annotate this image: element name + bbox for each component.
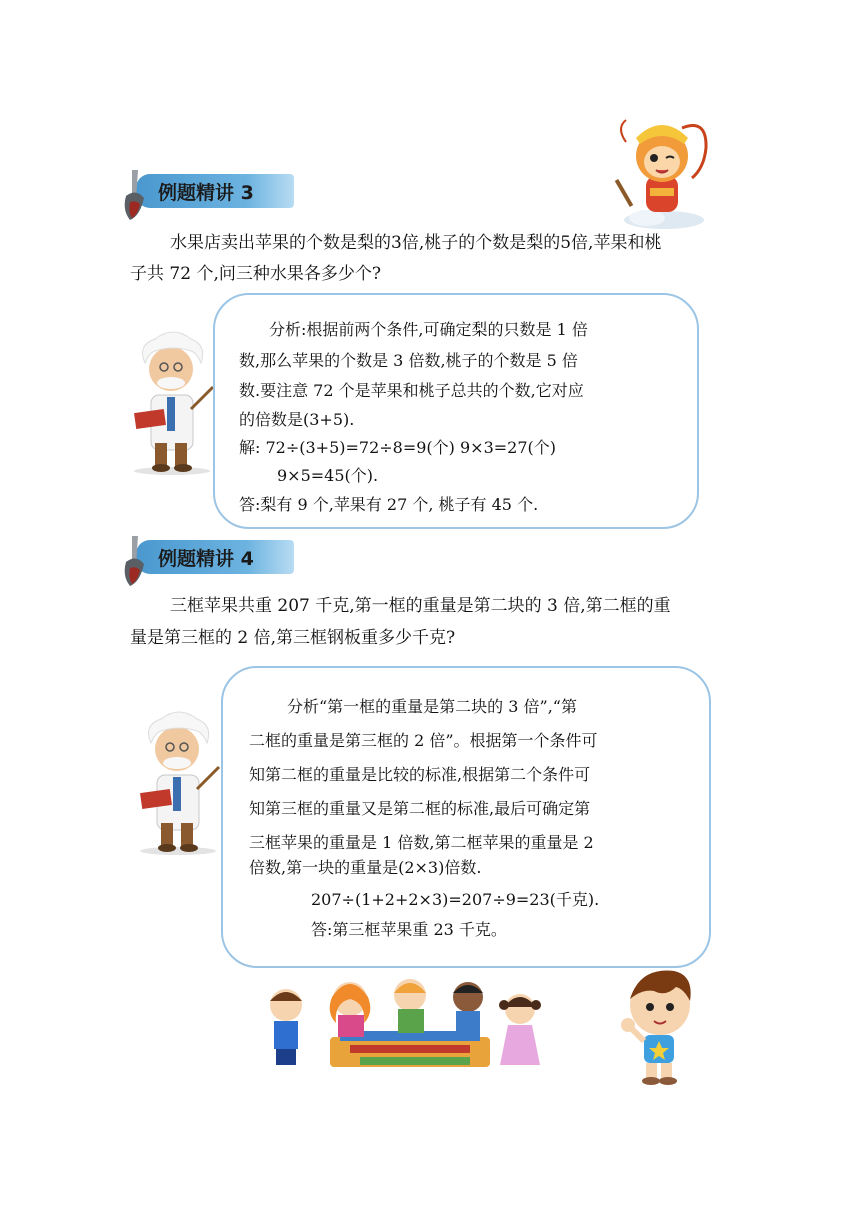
section-title: 例题精讲 3: [158, 182, 254, 204]
analysis-line: 分析:根据前两个条件,可确定梨的只数是 1 倍: [269, 320, 588, 339]
analysis-line: 二框的重量是第三框的 2 倍”。根据第一个条件可: [249, 731, 598, 750]
professor-illustration: [133, 705, 223, 855]
analysis-line: 数,那么苹果的个数是 3 倍数,桃子的个数是 5 倍: [239, 351, 578, 370]
analysis-line: 倍数,第一块的重量是(2×3)倍数.: [249, 858, 482, 877]
answer-line: 答:第三框苹果重 23 千克。: [311, 920, 507, 939]
analysis-line: 三框苹果的重量是 1 倍数,第二框苹果的重量是 2: [249, 833, 594, 852]
analysis-line: 知第三框的重量又是第二框的标准,最后可确定第: [249, 799, 591, 818]
brush-icon: [118, 166, 158, 222]
solution-line: 解: 72÷(3+5)=72÷8=9(个) 9×3=27(个): [239, 438, 557, 457]
solution-line: 207÷(1+2+2×3)=207÷9=23(千克).: [311, 890, 600, 909]
analysis-line: 数.要注意 72 个是苹果和桃子总共的个数,它对应: [239, 381, 584, 400]
analysis-line: 的倍数是(3+5).: [239, 410, 355, 429]
analysis-line: 分析“第一框的重量是第二块的 3 倍”,“第: [287, 697, 577, 716]
problem-3-line-2: 子共 72 个,问三种水果各多少个?: [130, 264, 381, 284]
children-reading-illustration: [250, 975, 560, 1075]
problem-4-line-1: 三框苹果共重 207 千克,第一框的重量是第二块的 3 倍,第二框的重: [170, 596, 671, 616]
analysis-line: 知第二框的重量是比较的标准,根据第二个条件可: [249, 765, 591, 784]
problem-3-line-1: 水果店卖出苹果的个数是梨的3倍,桃子的个数是梨的5倍,苹果和桃: [170, 233, 662, 253]
brush-icon: [118, 532, 158, 588]
professor-illustration: [127, 325, 217, 475]
section-header-example-3: [118, 166, 298, 216]
boy-ok-illustration: [616, 965, 698, 1087]
section-title: 例题精讲 4: [158, 548, 254, 570]
problem-4-line-2: 量是第三框的 2 倍,第三框钢板重多少千克?: [130, 628, 456, 648]
answer-line: 答:梨有 9 个,苹果有 27 个, 桃子有 45 个.: [239, 495, 539, 514]
analysis-bubble-3: [213, 293, 699, 529]
monkey-king-illustration: [612, 108, 712, 230]
section-header-example-4: [118, 532, 298, 582]
solution-line: 9×5=45(个).: [277, 466, 379, 485]
analysis-bubble-4: [221, 666, 711, 968]
